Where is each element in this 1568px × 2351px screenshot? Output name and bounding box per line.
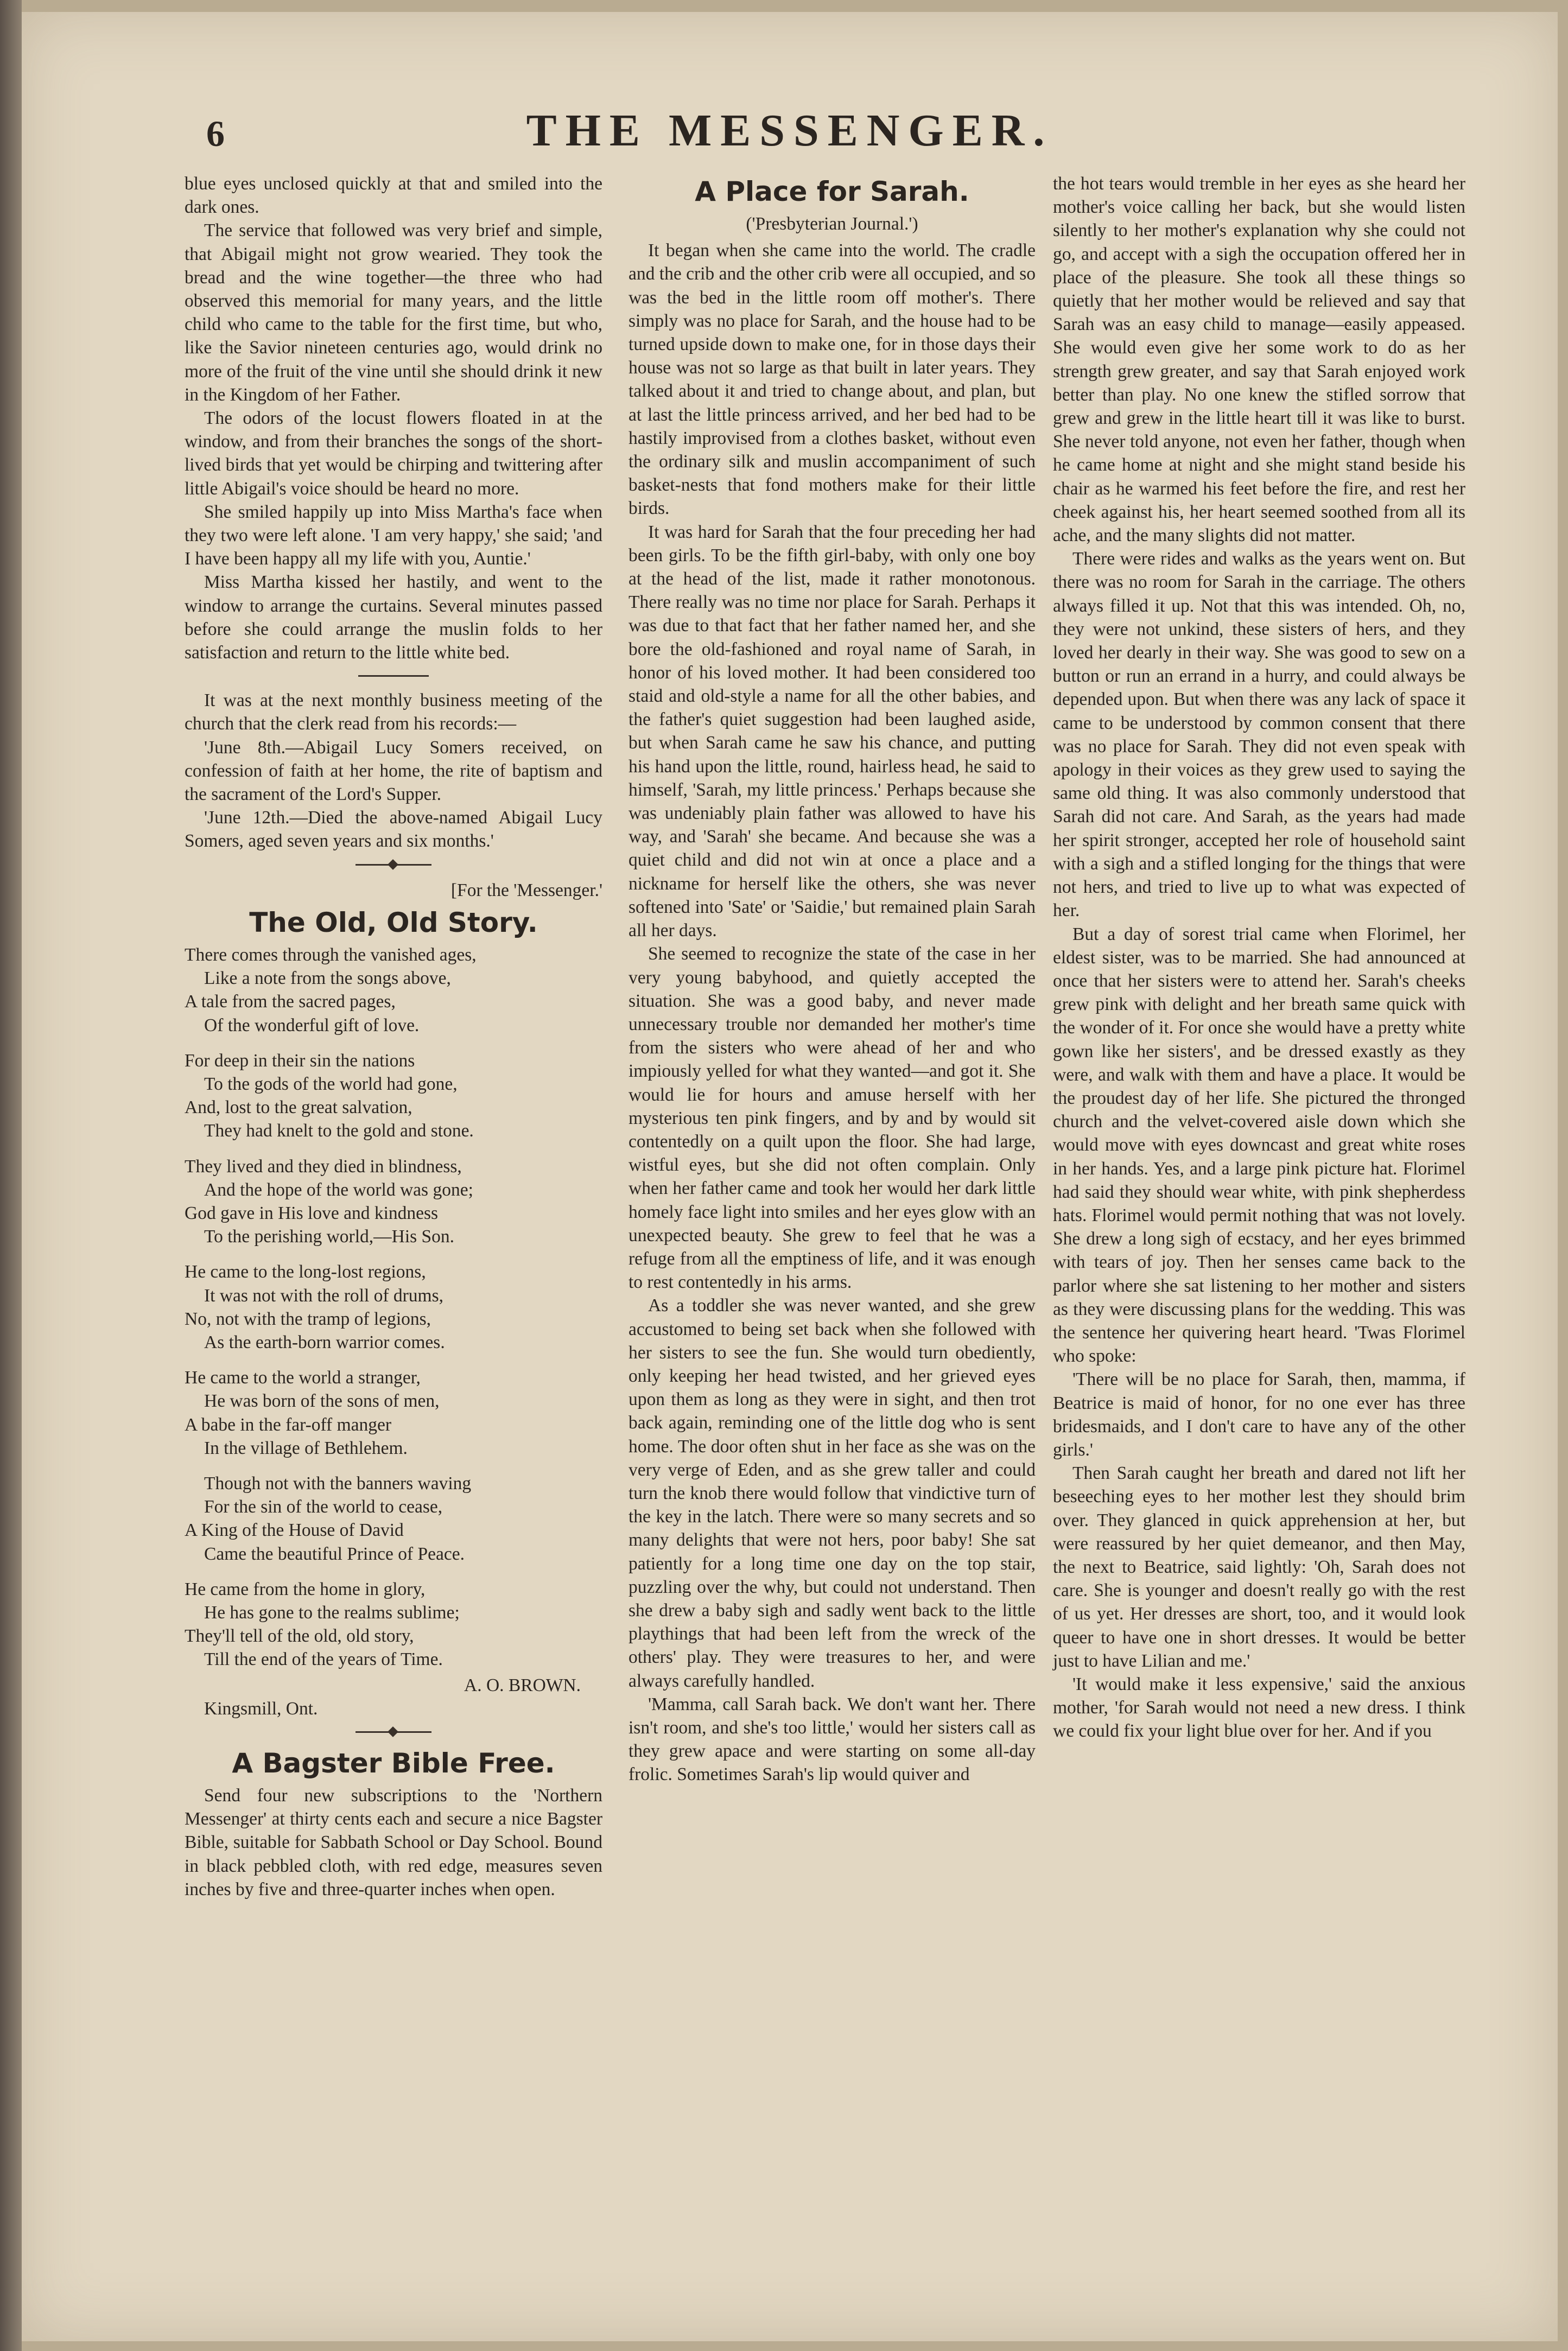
newspaper-page [22, 12, 1558, 2341]
column-3 [1053, 172, 1465, 1743]
poem-line: Though not with the banners waving [204, 1473, 472, 1494]
poem-stanza [185, 1155, 602, 1249]
ornament-divider [356, 1731, 431, 1733]
poem-line: And, lost to the great salvation, [185, 1097, 412, 1118]
paragraph: 'June 12th.—Died the above-named Abigail Lucy Somers, aged seven years and six months.' [185, 808, 602, 852]
poem-line: A babe in the far-off manger [185, 1414, 392, 1435]
poem-place: Kingsmill, Ont. [204, 1698, 318, 1719]
masthead: THE MESSENGER. [526, 105, 1053, 156]
paragraph: She seemed to recognize the state of the case in her very young babyhood, and quietly accepted the situation. She was a good baby, and never made unnecessary trouble nor demanded her mother's time from the sisters who were ahead of her and who impiously yelled for what they wanted—and got it. She would lie for hours and amuse herself with her mysterious ten pink fingers, and by and by would sit contentedly on a quilt upon the floor. She had large, wistful eyes, but she did not often complain. Only when her father came and took her would her dark little homely face light into smiles and her eyes glow with an unexpected beauty. She grew to feel that he was a refuge from all the emptiness of life, and it was enough to rest contentedly in his arms. [629, 944, 1036, 1293]
paragraph: the hot tears would tremble in her eyes as she heard her mother's voice calling her back, but she would listen silently to her mother's explanation why she could not go, and accept with a sigh the occupation offered her in place of the pleasure. She took all these things so quietly that her mother would be relieved and say that Sarah was an easy child to manage—easily appeased. She would even give her some work to do as her strength grew greater, and say that Sarah enjoyed work better than play. No one knew the stifled sorrow that grew and grew in the little heart till it was like to burst. She never told anyone, not even her father, though when he came home at night and she might stand beside his chair as he warmed his feet before the fire, and rest her cheek against his, her heart seemed soothed from all its ache, and the many slights did not matter. [1053, 174, 1465, 546]
bible-offer-title: A Bagster Bible Free. [232, 1747, 555, 1779]
poem-line: Till the end of the years of Time. [204, 1649, 443, 1670]
poem-line: He was born of the sons of men, [204, 1391, 440, 1412]
poem-line: He came from the home in glory, [185, 1579, 426, 1599]
poem-stanza [185, 1472, 602, 1566]
poem-line: As the earth-born warrior comes. [204, 1332, 445, 1352]
poem-line: A tale from the sacred pages, [185, 992, 396, 1012]
paragraph: 'June 8th.—Abigail Lucy Somers received, on confession of faith at her home, the rite of baptism and the sacrament of the Lord's Supper. [185, 737, 602, 805]
poem-source-note: [For the 'Messenger.' [450, 880, 602, 900]
poem-line: In the village of Bethlehem. [204, 1438, 408, 1458]
section-divider [358, 675, 429, 677]
paragraph: 'Mamma, call Sarah back. We don't want her. There isn't room, and she's too little,' would her sisters call as they grew apace and were starting on some all-day frolic. Sometimes Sarah's lip would quiver and [629, 1694, 1036, 1785]
poem-stanza [185, 943, 602, 1037]
poem-line: He came to the long-lost regions, [185, 1262, 426, 1282]
poem-line: Of the wonderful gift of love. [204, 1015, 420, 1035]
paragraph: It began when she came into the world. The cradle and the crib and the other crib were all occupied, and so was the bed in the little room off mother's. There simply was no place for Sarah, and the house had to be turned upside down to make one, for in those days their house was not so large as that built in later years. They talked about it and tried to change about, and plan, but at last the little princess arrived, and her bed had to be hastily improvised from a clothes basket, without even the ordinary silk and muslin accompaniment of such basket-nests that fond mothers make for their little birds. [629, 240, 1036, 519]
poem-line: God gave in His love and kindness [185, 1203, 439, 1223]
paragraph: The service that followed was very brief and simple, that Abigail might not grow wearied. They took the bread and the wine together—the three who had observed this memorial for many years, and the little child who came to the table for the first time, but who, like the Savior nineteen centuries ago, would drink no more of the fruit of the vine until she should drink it new in the Kingdom of her Father. [185, 220, 602, 405]
paragraph: 'It would make it less expensive,' said the anxious mother, 'for Sarah would not need a new dress. I think we could fix your light blue over for her. And if you [1053, 1674, 1465, 1742]
paragraph: But a day of sorest trial came when Florimel, her eldest sister, was to be married. She had announced at once that her sisters were to attend her. Sarah's cheeks grew pink with delight and her breath same quick with the wonder of it. For once she would have a pretty white gown like her sisters', and be dressed exastly as they were, and walk with them and have a place. It would be the proudest day of her life. She pictured the thronged church and the velvet-covered aisle down which she would move with eyes downcast and great white roses in her hands. Yes, and a large pink picture hat. Florimel had said they should wear white, with pink shepherdess hats. Florimel would permit nothing that was not lovely. She drew a long sigh of ecstacy, and her eyes brimmed with tears of joy. Then her senses came back to the parlor where she sat listening to her mother and sisters as they were discussing plans for the wedding. This was the sentence her quivering heart heard. 'Twas Florimel who spoke: [1053, 924, 1465, 1367]
poem-line: He has gone to the realms sublime; [204, 1602, 460, 1623]
poem-line: To the perishing world,—His Son. [204, 1227, 455, 1247]
paragraph: Miss Martha kissed her hastily, and went to the window to arrange the curtains. Several minutes passed before she could arrange the muslin folds to her satisfaction and return to the little white bed. [185, 572, 602, 663]
poem-line: They'll tell of the old, old story, [185, 1626, 414, 1647]
paragraph: She smiled happily up into Miss Martha's face when they two were left alone. 'I am very happy,' she said; 'and I have been happy all my life with you, Auntie.' [185, 501, 602, 569]
ornament-divider [356, 864, 431, 866]
binding-edge [0, 0, 22, 2351]
poem-line: A King of the House of David [185, 1520, 404, 1541]
paragraph: There were rides and walks as the years went on. But there was no room for Sarah in the carriage. The others always filled it up. Not that this was intended. Oh, no, they were not unkind, these sisters of hers, and they loved her dearly in their way. She was good to sew on a button or run an errand in a hurry, and could always be depended upon. But when there was any lack of space it came to be understood by common consent that there was no place for Sarah. They did not even speak with apology in their voices as they grew used to saying the same old thing. It was also commonly understood that Sarah did not care. And Sarah, as the years had made her spirit stronger, accepted her role of household saint with a sigh and a stifled longing for the things that were not hers, and tried to live up to what was expected of her. [1053, 549, 1465, 921]
poem-line: And the hope of the world was gone; [204, 1179, 473, 1200]
paragraph: 'There will be no place for Sarah, then, mamma, if Beatrice is maid of honor, for no one ever has three bridesmaids, and I don't care to have any of the other girls.' [1053, 1369, 1465, 1460]
paragraph: The odors of the locust flowers floated in at the window, and from their branches the songs of the short-lived birds that yet would be chirping and twittering after little Abigail's voice should be heard no more. [185, 408, 602, 499]
page-number: 6 [206, 113, 225, 154]
poem-stanza [185, 1366, 602, 1460]
poem-line: He came to the world a stranger, [185, 1368, 421, 1388]
paragraph: Then Sarah caught her breath and dared not lift her beseeching eyes to her mother lest they should brim over. They glanced in quick apprehension at her, but were reassured by her quiet demeanor, and then May, the next to Beatrice, said lightly: 'Oh, Sarah does not care. She is younger and doesn't really go with the rest of us yet. Her dresses are short, too, and it would look queer to have one in short dresses. It would be better just to have Lilian and me.' [1053, 1463, 1465, 1671]
poem-line: No, not with the tramp of legions, [185, 1308, 431, 1329]
poem-author: A. O. BROWN. [464, 1675, 581, 1695]
poem-line: Came the beautiful Prince of Peace. [204, 1543, 465, 1564]
poem-line: For the sin of the world to cease, [204, 1497, 443, 1517]
poem-line: To the gods of the world had gone, [204, 1073, 458, 1094]
poem-line: Like a note from the songs above, [204, 968, 451, 989]
poem-line: They lived and they died in blindness, [185, 1156, 462, 1177]
poem-stanza [185, 1260, 602, 1354]
article-title: A Place for Sarah. [695, 176, 969, 207]
poem-line: They had knelt to the gold and stone. [204, 1121, 474, 1141]
article-source: ('Presbyterian Journal.') [746, 214, 918, 234]
poem-stanza [185, 1578, 602, 1672]
poem-line: It was not with the roll of drums, [204, 1285, 444, 1306]
column-1 [185, 172, 602, 1901]
poem-line: For deep in their sin the nations [185, 1050, 415, 1071]
poem-line: There comes through the vanished ages, [185, 944, 477, 965]
paragraph: It was hard for Sarah that the four preceding her had been girls. To be the fifth girl-baby, with only one boy at the head of the list, made it rather monotonous. There really was no time nor place for Sarah. Perhaps it was due to that fact that her father named her, and she bore the old-fashioned and royal name of Sarah, in honor of his loved mother. It had been considered too staid and old-style a name for all the other babies, and the father's quiet suggestion had been laughed aside, but when Sarah came he saw his chance, and putting his hand upon the little, round, hairless head, he said to himself, 'Sarah, my little princess.' Perhaps because she was undeniably plain father was allowed to have his way, and 'Sarah' she became. And because she was a quiet child and did not win at once a place and a nickname for herself like the others, she was never softened into 'Sate' or 'Saidie,' but remained plain Sarah all her days. [629, 522, 1036, 941]
column-2 [629, 172, 1036, 1787]
paragraph: As a toddler she was never wanted, and she grew accustomed to being set back when she followed with her sisters to see the fun. She would turn obediently, only keeping her head twisted, and her grieved eyes upon them as long as they were in sight, and then trot back again, reminding one of the little dog who is sent home. The door often shut in her face as she was on the very verge of Eden, and as she grew taller and could turn the knob there would follow that vindictive turn of the key in the latch. There were so many secrets and so many delights that were not hers, poor baby! She sat patiently for a long time one day on the top stair, puzzling over the why, but could not understand. Then she drew a baby sigh and sadly went back to the little playthings that had been left from the wreck of the others' play. They were treasures to her, and were always carefully handled. [629, 1295, 1036, 1691]
poem-title: The Old, Old Story. [249, 906, 538, 938]
paragraph: It was at the next monthly business meeting of the church that the clerk read from his records:— [185, 690, 602, 734]
bible-offer-text: Send four new subscriptions to the 'Northern Messenger' at thirty cents each and secure a nice Bagster Bible, suitable for Sabbath School or Day School. Bound in black pebbled cloth, with red edge, measures seven inches by five and three-quarter inches when open. [185, 1785, 602, 1899]
paragraph: blue eyes unclosed quickly at that and smiled into the dark ones. [185, 174, 602, 218]
poem-stanza [185, 1049, 602, 1143]
